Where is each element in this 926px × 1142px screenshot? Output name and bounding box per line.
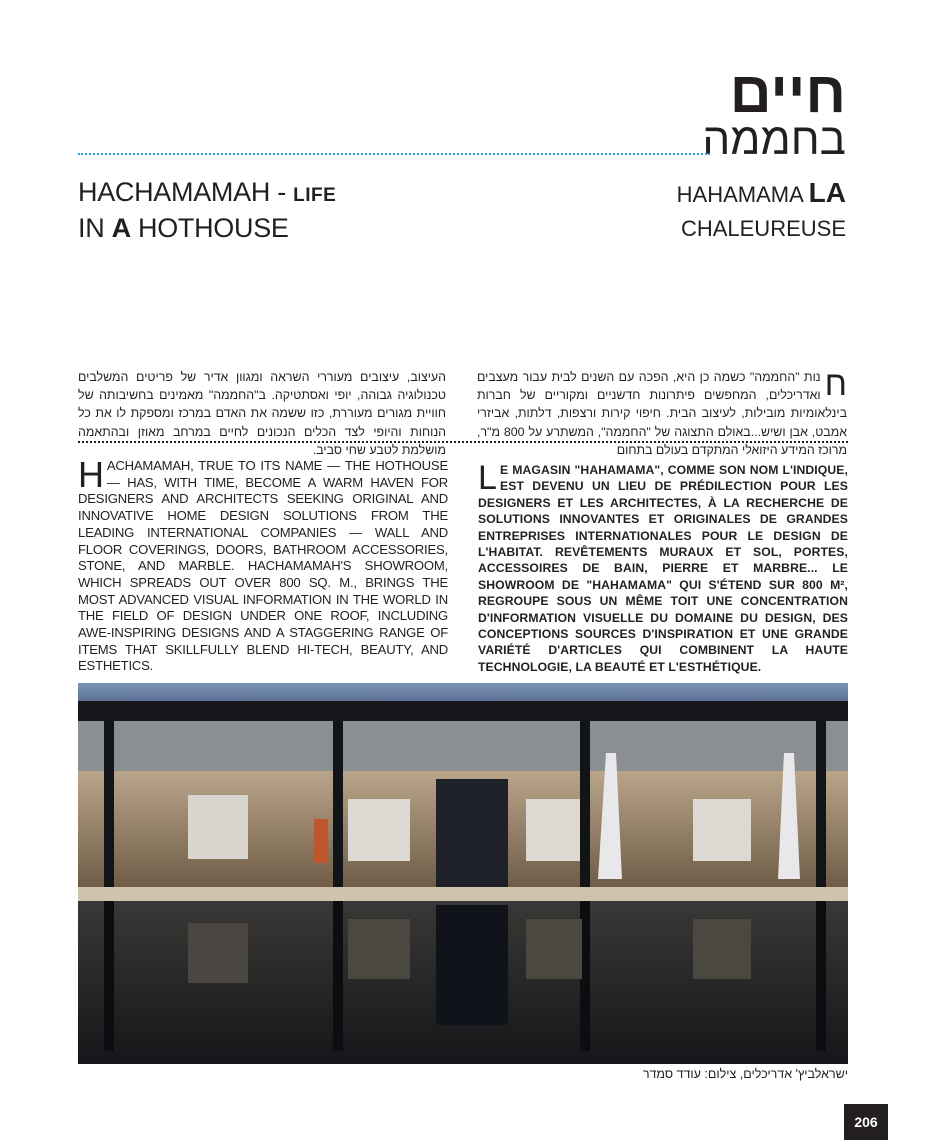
french-body bbox=[478, 459, 848, 675]
french-title-part1: HAHAMAMA bbox=[676, 182, 809, 207]
hebrew-body-right-text: נות "החממה" כשמה כן היא, הפכה עם השנים לבית עבור מעצבים ואדריכלים, המחפשים פיתרונות חדשניים ומקוריים של חברות בינלאומיות מובילות, לעיצוב הבית. חיפוי קירות ורצפות, דלתות, אביזרי אמבט, אבן ושיש...באולם התצוגה של "החממה", המשתרע על 800 מ"ר, מרוכז המידע היזואלי המתקדם בעולם בתחום bbox=[477, 370, 848, 457]
hebrew-body-left: העיצוב, עיצובים מעוררי השראה ומגוון אדיר של פריטים המשלבים טכנולוגיה גבוהה, יופי ואסתטיקה. ב"החממה" מאמינים בחשיבותה של חוויית מגורים מעוררת, כזו ששמה את האדם במרכז ומספקת לו את כל הנוחות והיופי לצד הכלים הנכונים לחיים במרחב מאוזן ובהתאמה מושלמת לטבע שחי סביב. bbox=[78, 370, 446, 457]
french-title-part3: CHALEUREUSE bbox=[680, 216, 846, 241]
french-body-text: E MAGASIN "HAHAMAMA", COMME SON NOM L'INDIQUE, EST DEVENU UN LIEU DE PRÉDILECTION POUR LES DESIGNERS ET LES ARCHITECTES, À LA RECHERCHE DE SOLUTIONS INNOVANTES ET ORIGINALES DE GRANDES ENTREPRISES INTERNATIONALES POUR LE DESIGN DE L'HABITAT. REVÊTEMENTS MURAUX ET SOL, PORTES, ACCESSOIRES DE BAIN, PIERRE ET MARBRE... LE SHOWROOM DE "HAHAMAMA" QUI S'ÉTEND SUR 800 M², REGROUPE SOUS UN MÊME TOIT UNE CONCENTRATION D'INFORMATION VISUELLE DU DOMAINE DU DESIGN, DES CONCEPTIONS SOURCES D'INSPIRATION ET UNE GRANDE VARIÉTÉ D'ARTICLES QUI COMBINENT LA HAUTE TECHNOLOGIE, LA BEAUTÉ ET L'ESTHÉTIQUE. bbox=[478, 463, 848, 674]
english-title-part3: IN bbox=[78, 213, 112, 243]
english-title-part1: HACHAMAMAH - bbox=[78, 177, 294, 207]
french-title-part2: LA bbox=[808, 177, 846, 208]
english-body-text: ACHAMAMAH, TRUE TO ITS NAME — THE HOTHOUSE — HAS, WITH TIME, BECOME A WARM HAVEN FOR DESIGNERS AND ARCHITECTS SEEKING ORIGINAL AND INNOVATIVE HOME DESIGN SOLUTIONS FROM THE LEADING INTERNATIONAL COMPANIES — WALL AND FLOOR COVERINGS, DOORS, BATHROOM ACCESSORIES, STONE, AND MARBLE. HACHAMAMAH'S SHOWROOM, WHICH SPREADS OUT OVER 800 SQ. M., BRINGS THE MOST ADVANCED VISUAL INFORMATION IN THE WORLD IN THE FIELD OF DESIGN UNDER ONE ROOF, INCLUDING AWE-INSPIRING DESIGNS AND A STAGGERING RANGE OF ITEMS THAT SKILLFULLY BLEND HI-TECH, BEAUTY, AND ESTHETICS. bbox=[78, 458, 448, 674]
hebrew-body-right bbox=[477, 365, 848, 459]
hebrew-title-line2: בחממה bbox=[702, 115, 846, 164]
french-dropcap: L bbox=[478, 459, 498, 497]
english-title-part2: LIFE bbox=[293, 185, 337, 206]
english-dropcap: H bbox=[78, 454, 104, 495]
hebrew-title-line1: חיים bbox=[729, 60, 846, 125]
english-title bbox=[78, 176, 336, 244]
english-body bbox=[78, 454, 448, 675]
photo-credit: ישראלביץ' אדריכלים, צילום: עודד סמדר bbox=[642, 1067, 848, 1081]
body-divider bbox=[78, 441, 848, 443]
french-title bbox=[677, 176, 846, 246]
page-number: 206 bbox=[844, 1104, 888, 1140]
english-title-part4: A bbox=[111, 213, 131, 243]
showroom-photo bbox=[78, 683, 848, 1064]
hebrew-dropcap: ח bbox=[824, 365, 847, 403]
title-divider bbox=[78, 153, 710, 155]
english-title-part5: HOTHOUSE bbox=[130, 213, 289, 243]
